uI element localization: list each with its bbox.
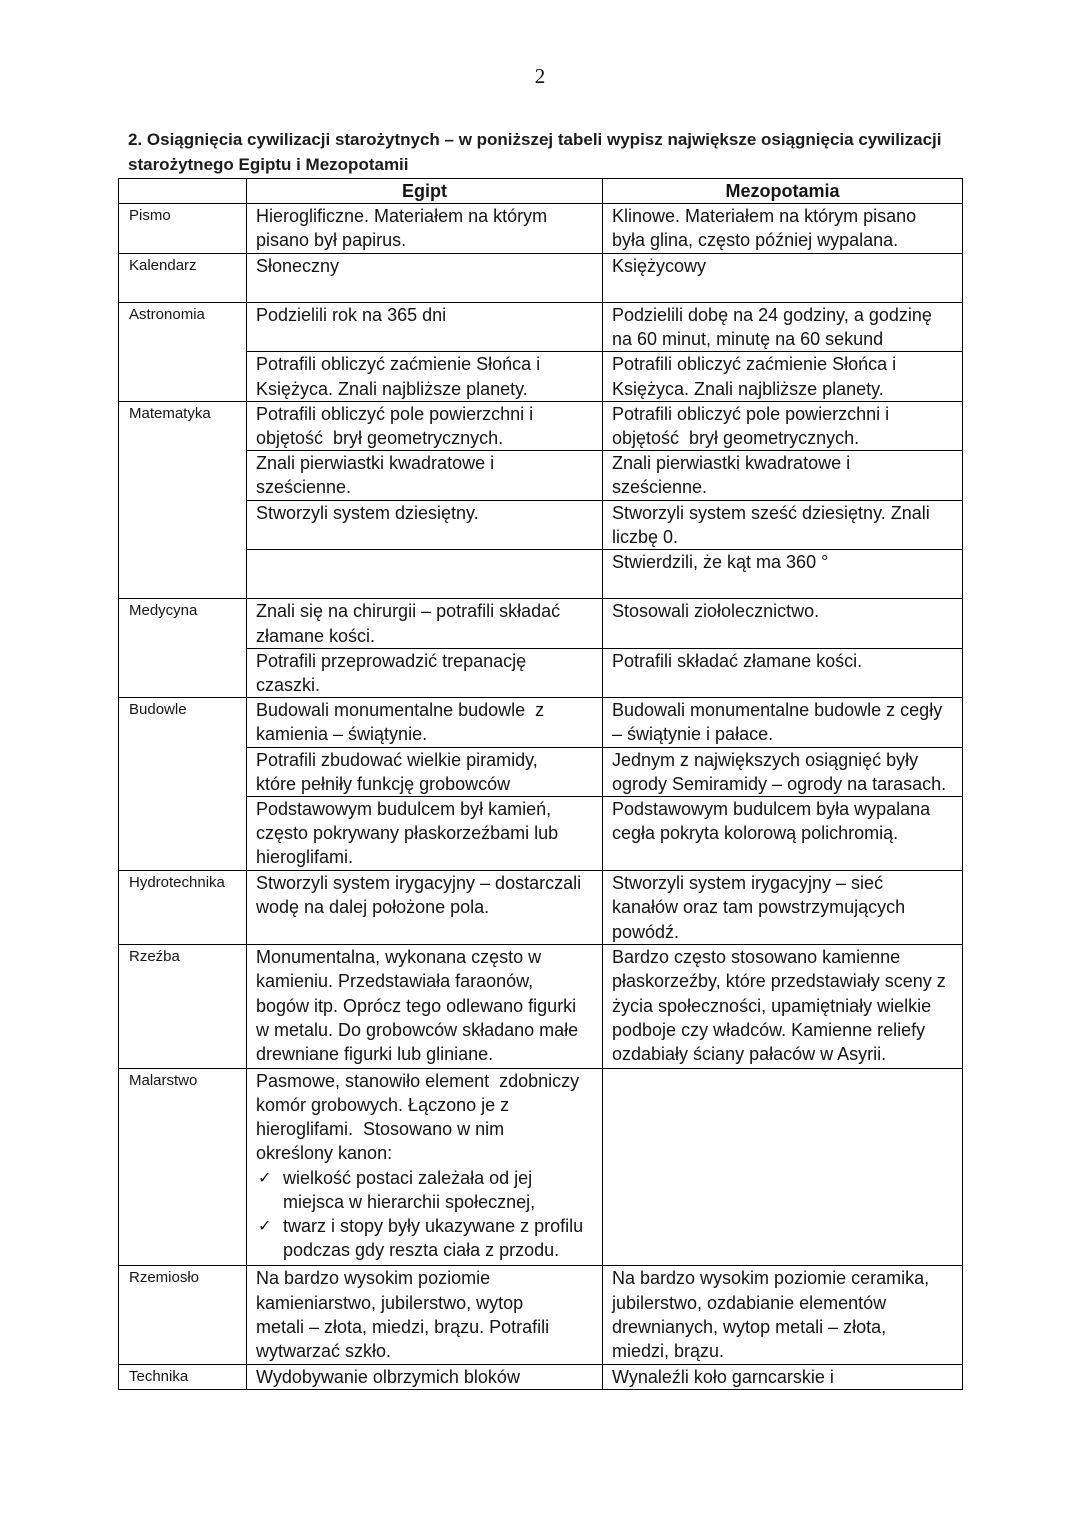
cell-line: kamieniarstwo, jubilerstwo, wytop	[256, 1292, 524, 1313]
cell-line: kamienia – świątynie.	[256, 724, 428, 745]
cell-line: Klinowe. Materiałem na którym pisano	[612, 206, 917, 227]
cell-line: cegła pokryta kolorową polichromią.	[612, 823, 899, 844]
table-row	[119, 945, 963, 1069]
cell-line: Hieroglificzne. Materiałem na którym	[256, 206, 548, 227]
cell-line: Budowali monumentalne budowle z	[256, 700, 545, 721]
cell-line: Potrafili składać złamane kości.	[612, 650, 863, 671]
cell-matematyka-egipt	[247, 500, 603, 549]
cell-line: Potrafili obliczyć pole powierzchni i	[612, 403, 890, 424]
table-row	[119, 1068, 963, 1266]
cell-line: Podstawowym budulcem była wypalana	[612, 799, 931, 820]
cell-matematyka-egipt	[247, 401, 603, 450]
table-row	[119, 599, 963, 648]
cell-line: Znali się na chirurgii – potrafili składać	[256, 601, 561, 622]
header-empty-cell	[119, 179, 247, 204]
check-icon	[258, 1214, 271, 1238]
cell-line: była glina, często później wypalana.	[612, 230, 899, 251]
cell-line: kanałów oraz tam powstrzymujących	[612, 897, 906, 918]
cell-line: Jednym z największych osiągnięć były	[612, 749, 919, 770]
cell-line: miejsca w hierarchii społecznej,	[283, 1191, 536, 1212]
cell-line: określony kanon:	[256, 1143, 393, 1164]
cell-line: komór grobowych. Łączono je z	[256, 1094, 510, 1115]
cell-malarstwo-egipt	[247, 1068, 603, 1266]
cell-line: objętość brył geometrycznych.	[256, 428, 504, 449]
cell-budowle-mezopotamia	[603, 747, 963, 796]
cell-line: Potrafili obliczyć zaćmienie Słońca i	[612, 354, 897, 375]
cell-line: Podzielili rok na 365 dni	[256, 305, 447, 325]
bullet-item	[256, 1166, 602, 1214]
cell-line: sześcienne.	[256, 477, 352, 498]
cell-line: Stwierdzili, że kąt ma 360 °	[612, 552, 829, 573]
cell-line: Stosowali ziołolecznictwo.	[612, 601, 820, 622]
cell-line: Stworzyli system dziesiętny.	[256, 502, 479, 523]
cell-line: Pasmowe, stanowiło element zdobniczy	[256, 1070, 580, 1091]
cell-line: wodę na dalej położone pola.	[256, 897, 490, 918]
cell-line: wytwarzać szkło.	[256, 1340, 392, 1361]
cell-line: Potrafili zbudować wielkie piramidy,	[256, 749, 538, 770]
cell-line: liczbę 0.	[612, 526, 679, 547]
table-row	[119, 401, 963, 450]
cell-pismo-egipt	[247, 204, 603, 253]
cell-line: Podstawowym budulcem był kamień,	[256, 799, 552, 820]
table-row	[119, 1365, 963, 1390]
cell-line: hieroglifami. Stosowano w nim	[256, 1119, 505, 1140]
cell-line: Słoneczny	[256, 255, 340, 276]
column-header-mezopotamia: Mezopotamia	[603, 179, 963, 204]
cell-astronomia-mezopotamia	[603, 352, 963, 401]
cell-line: ogrody Semiramidy – ogrody na tarasach.	[612, 773, 947, 794]
cell-line: Znali pierwiastki kwadratowe i	[612, 453, 851, 474]
cell-line: Podzielili dobę na 24 godziny, a godzinę	[612, 305, 932, 325]
table-row	[119, 698, 963, 747]
cell-line: Potrafili obliczyć pole powierzchni i	[256, 403, 534, 424]
cell-line: wielkość postaci zależała od jej	[283, 1167, 533, 1188]
cell-matematyka-mezopotamia	[603, 550, 963, 599]
cell-line: życia społeczności, upamiętniały wielkie	[612, 995, 932, 1016]
cell-line: Księżyca. Znali najbliższe planety.	[256, 378, 528, 399]
cell-kalendarz-mezopotamia	[603, 253, 963, 302]
cell-line: bogów itp. Oprócz tego odlewano figurki	[256, 995, 577, 1016]
category-kalendarz: Kalendarz	[119, 253, 247, 302]
cell-line: Znali pierwiastki kwadratowe i	[256, 453, 495, 474]
cell-line: Stworzyli system sześć dziesiętny. Znali	[612, 502, 930, 523]
cell-line: podczas gdy reszta ciała z przodu.	[283, 1240, 560, 1261]
cell-line: złamane kości.	[256, 625, 376, 646]
cell-astronomia-mezopotamia	[603, 303, 963, 352]
cell-line: które pełniły funkcję grobowców	[256, 773, 511, 794]
cell-medycyna-mezopotamia	[603, 599, 963, 648]
cell-matematyka-egipt	[247, 451, 603, 500]
cell-line: Stworzyli system irygacyjny – dostarczali	[256, 873, 582, 894]
cell-line: Na bardzo wysokim poziomie ceramika,	[612, 1268, 930, 1289]
cell-line: Bardzo często stosowano kamienne	[612, 947, 901, 968]
cell-line: Wynaleźli koło garncarskie i	[612, 1367, 834, 1388]
cell-medycyna-mezopotamia	[603, 648, 963, 697]
cell-line: Księżycowy	[612, 255, 707, 276]
cell-line: w metalu. Do grobowców składano małe	[256, 1019, 579, 1040]
cell-budowle-egipt	[247, 747, 603, 796]
cell-rzemioslo-egipt	[247, 1266, 603, 1365]
cell-line: pisano był papirus.	[256, 230, 407, 251]
cell-matematyka-mezopotamia	[603, 451, 963, 500]
cell-line: hieroglifami.	[256, 847, 354, 868]
cell-malarstwo-mezopotamia-empty	[603, 1068, 963, 1266]
cell-line: drewnianych, wytop metali – złota,	[612, 1316, 887, 1337]
table-row	[119, 303, 963, 352]
category-budowle: Budowle	[119, 698, 247, 871]
cell-line: Potrafili przeprowadzić trepanację	[256, 650, 527, 671]
cell-medycyna-egipt	[247, 648, 603, 697]
table-row	[119, 1266, 963, 1365]
page-number: 2	[534, 64, 546, 88]
category-hydrotechnika: Hydrotechnika	[119, 871, 247, 945]
heading-line: 2. Osiągnięcia cywilizacji starożytnych – w poniższej tabeli wypisz największe osiągnięcia cywilizacji	[128, 130, 942, 149]
cell-line: jubilerstwo, ozdabianie elementów	[612, 1292, 887, 1313]
cell-budowle-egipt	[247, 797, 603, 871]
cell-astronomia-egipt	[247, 303, 603, 352]
cell-line: Monumentalna, wykonana często w	[256, 947, 542, 968]
cell-line: metali – złota, miedzi, brązu. Potrafili	[256, 1316, 550, 1337]
cell-line: – świątynie i pałace.	[612, 724, 774, 745]
cell-line: na 60 minut, minutę na 60 sekund	[612, 329, 884, 350]
cell-kalendarz-egipt	[247, 253, 603, 302]
cell-line: miedzi, brązu.	[612, 1340, 725, 1361]
check-icon	[258, 1166, 271, 1190]
cell-line: Wydobywanie olbrzymich bloków	[256, 1367, 520, 1388]
cell-line: kamieniu. Przedstawiała faraonów,	[256, 971, 534, 992]
category-medycyna: Medycyna	[119, 599, 247, 698]
table-row	[119, 204, 963, 253]
cell-line: Księżyca. Znali najbliższe planety.	[612, 378, 884, 399]
category-malarstwo: Malarstwo	[119, 1068, 247, 1266]
cell-line: drewniane figurki lub gliniane.	[256, 1044, 494, 1065]
cell-line: ozdabiały ściany pałaców w Asyrii.	[612, 1044, 887, 1065]
category-astronomia: Astronomia	[119, 303, 247, 402]
category-pismo: Pismo	[119, 204, 247, 253]
cell-matematyka-egipt-empty	[247, 550, 603, 599]
cell-matematyka-mezopotamia	[603, 401, 963, 450]
achievements-table	[118, 178, 963, 1390]
cell-budowle-mezopotamia	[603, 698, 963, 747]
cell-rzezba-mezopotamia	[603, 945, 963, 1069]
cell-budowle-mezopotamia	[603, 797, 963, 871]
cell-line: często pokrywany płaskorzeźbami lub	[256, 823, 559, 844]
cell-budowle-egipt	[247, 698, 603, 747]
cell-line: Budowali monumentalne budowle z cegły	[612, 700, 943, 721]
cell-line: objętość brył geometrycznych.	[612, 428, 860, 449]
table-row	[119, 871, 963, 945]
cell-line: Na bardzo wysokim poziomie	[256, 1268, 491, 1289]
cell-line: Stworzyli system irygacyjny – sieć	[612, 873, 884, 894]
category-rzemioslo: Rzemiosło	[119, 1266, 247, 1365]
category-matematyka: Matematyka	[119, 401, 247, 599]
cell-technika-mezopotamia	[603, 1365, 963, 1390]
cell-line: sześcienne.	[612, 477, 708, 498]
cell-medycyna-egipt	[247, 599, 603, 648]
cell-pismo-mezopotamia	[603, 204, 963, 253]
cell-hydrotechnika-egipt	[247, 871, 603, 945]
cell-rzezba-egipt	[247, 945, 603, 1069]
category-rzezba: Rzeźba	[119, 945, 247, 1069]
cell-matematyka-mezopotamia	[603, 500, 963, 549]
heading-line: starożytnego Egiptu i Mezopotamii	[128, 154, 409, 174]
cell-line: Potrafili obliczyć zaćmienie Słońca i	[256, 354, 541, 375]
cell-line: czaszki.	[256, 675, 321, 696]
table-row	[119, 253, 963, 302]
cell-line: podboje czy władców. Kamienne reliefy	[612, 1019, 926, 1040]
cell-line: płaskorzeźby, które przedstawiały sceny z	[612, 971, 946, 992]
cell-astronomia-egipt	[247, 352, 603, 401]
cell-hydrotechnika-mezopotamia	[603, 871, 963, 945]
category-technika: Technika	[119, 1365, 247, 1390]
bullet-item	[256, 1214, 602, 1262]
cell-line: powódź.	[612, 921, 680, 942]
cell-rzemioslo-mezopotamia	[603, 1266, 963, 1365]
cell-line: twarz i stopy były ukazywane z profilu	[283, 1215, 584, 1236]
cell-technika-egipt	[247, 1365, 603, 1390]
column-header-egipt: Egipt	[247, 179, 603, 204]
section-heading	[128, 128, 942, 177]
table-header-row	[119, 179, 963, 204]
